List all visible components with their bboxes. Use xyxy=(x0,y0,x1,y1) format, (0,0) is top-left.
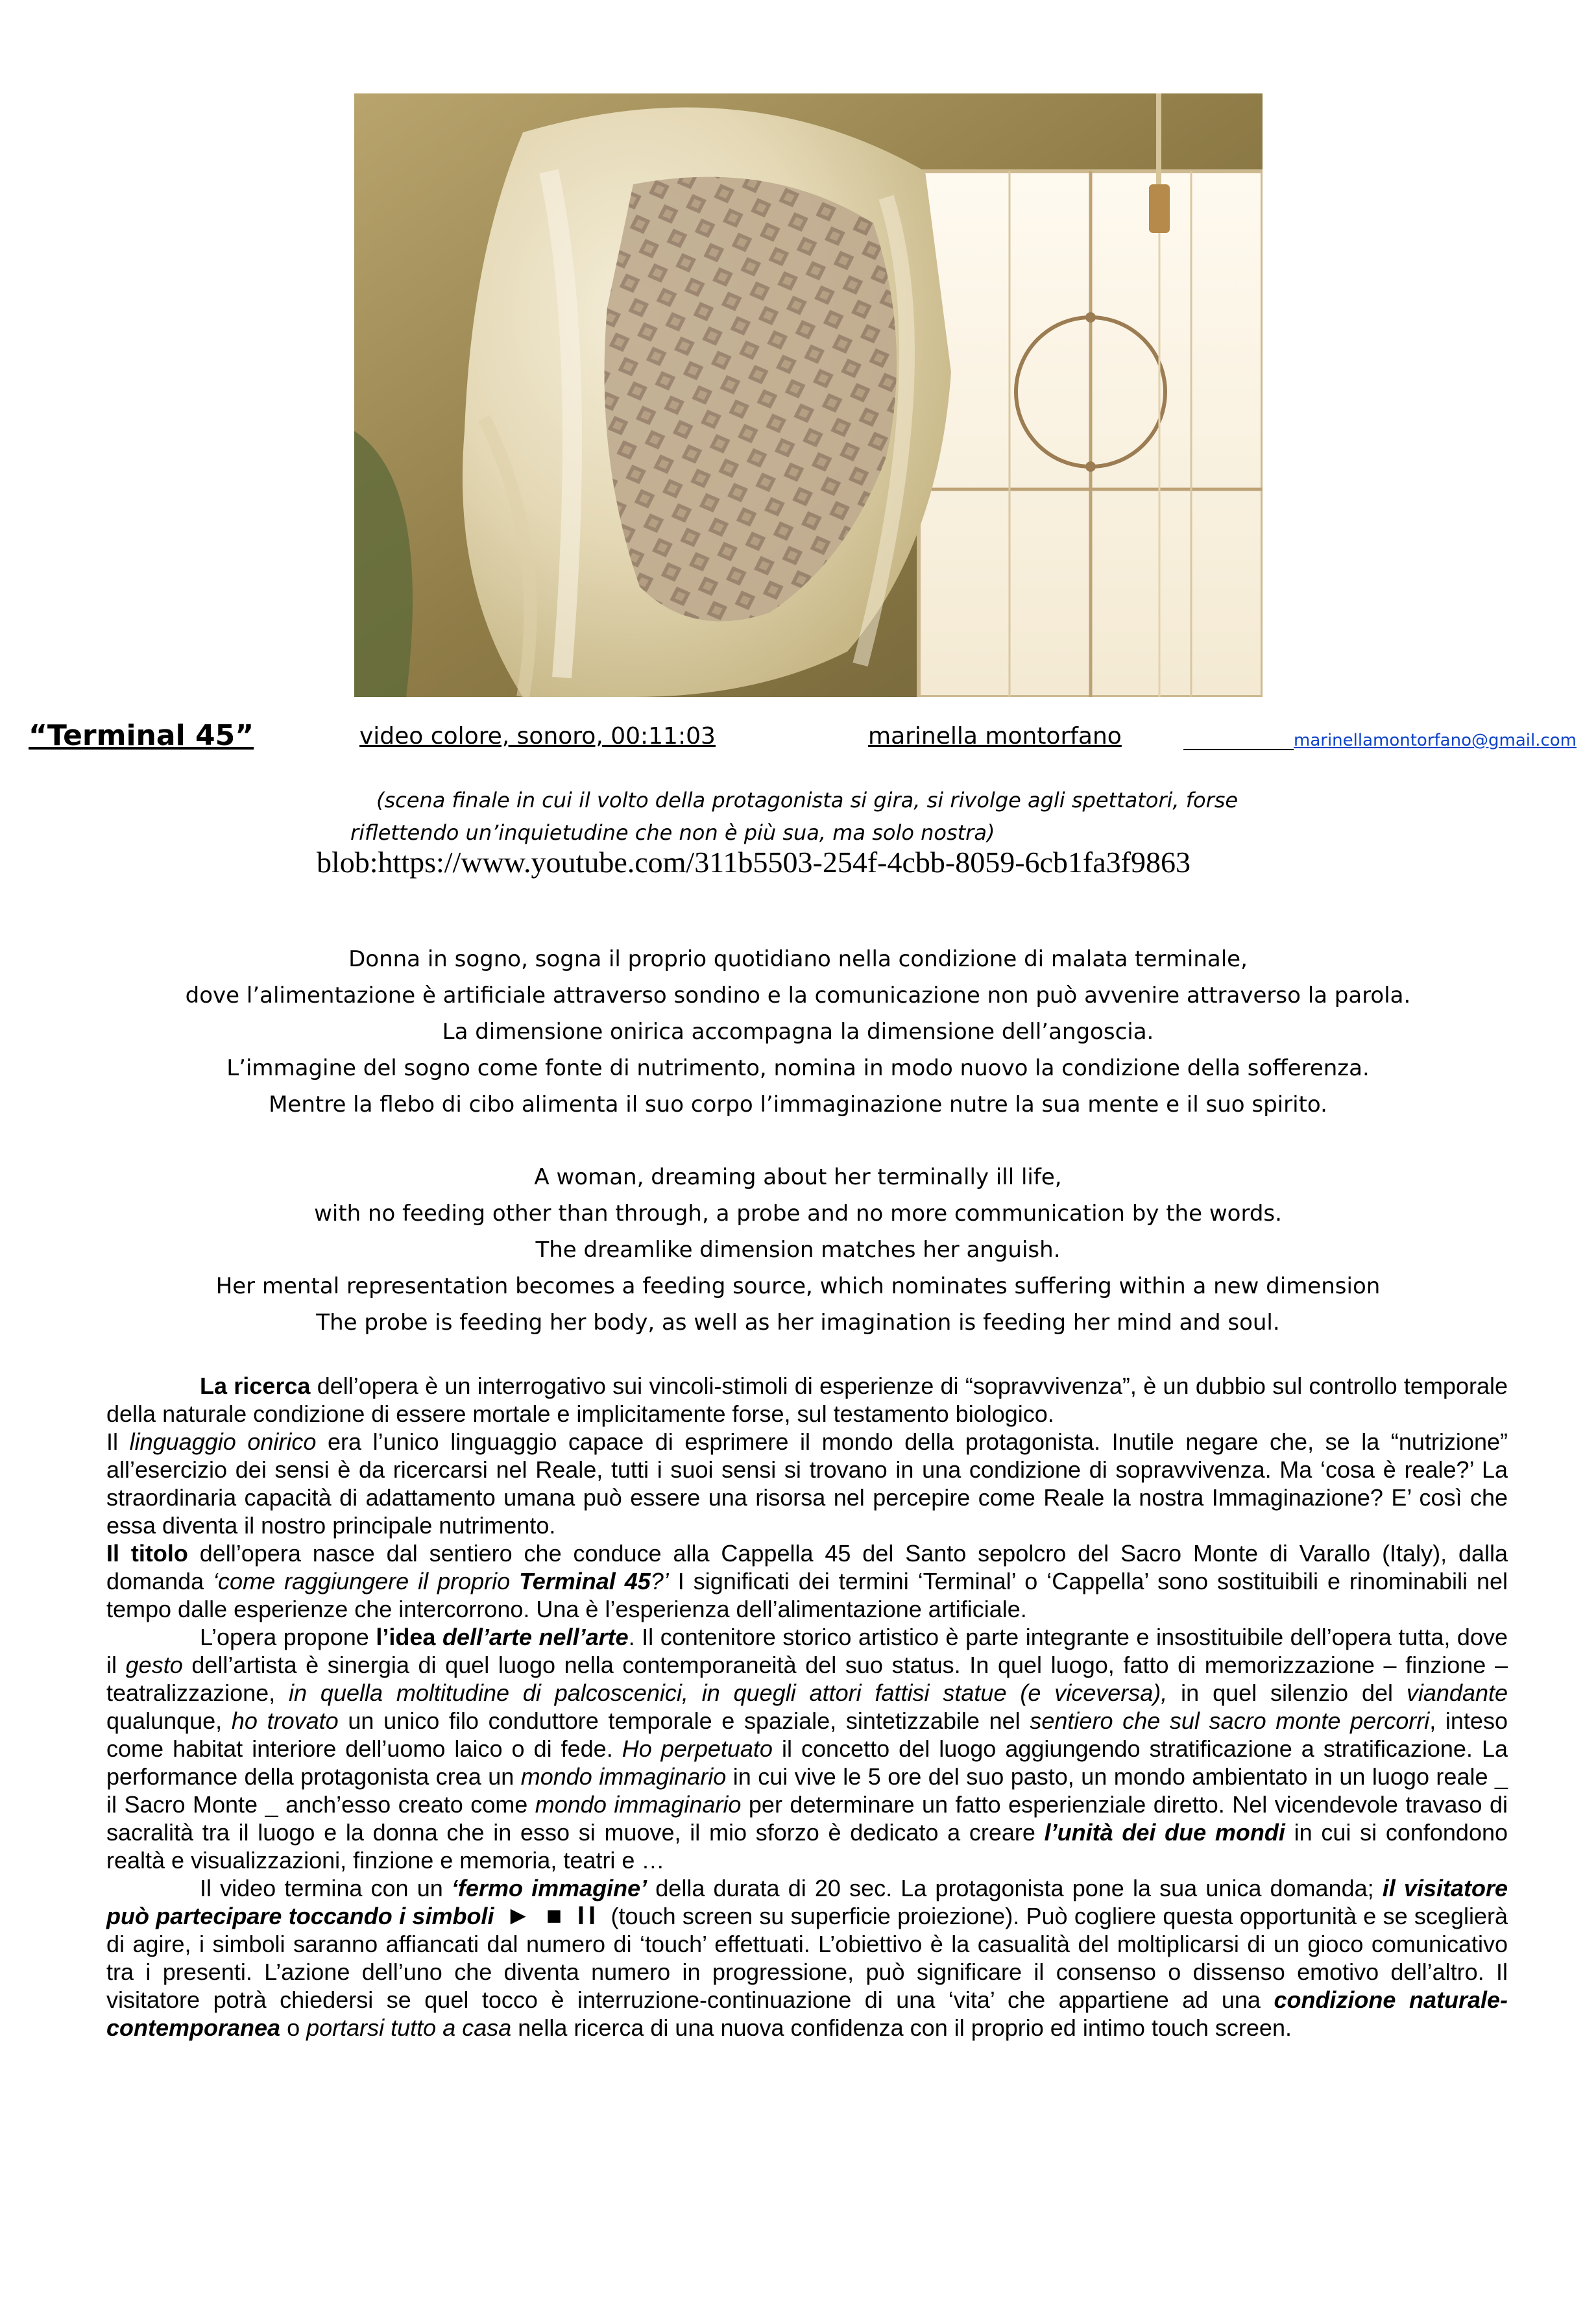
paragraph-art-in-art: L’opera propone l’idea dell’arte nell’arte. Il contenitore storico artistico è parte integrante e insostituibile dell’opera tutta, dove il gesto dell’artista è sinergia di quel luogo nella contemporaneità del suo status. In quel luogo, fatto di memorizzazione – finzione – teatralizzazione, in quella moltitudine di palcoscenici, in quegli attori fattisi statue (e viceversa), in quel silenzio del viandante qualunque, ho trovato un unico filo conduttore temporale e spaziale, sintetizzabile nel sentiero che sul sacro monte percorri, inteso come habitat interiore dell’uomo laico o di fede. Ho perpetuato il concetto del luogo aggiungendo stratificazione a stratificazione. La performance della protagonista crea un mondo immaginario in cui vive le 5 ore del suo pasto, un mondo ambientato in un luogo reale _ il Sacro Monte _ anch’esso creato come mondo immaginario per determinare un fatto esperienziale diretto. Nel vicendevole travaso di sacralità tra il luogo e la donna che in esso si muove, il mio sforzo è dedicato a creare l’unità dei due mondi in cui si confondono realtà e visualizzazioni, finzione e memoria, teatri e … xyxy=(106,1624,1508,1874)
photo-caption xyxy=(350,784,1324,849)
video-url[interactable]: blob:https://www.youtube.com/311b5503-254f-4cbb-8059-6cb1fa3f9863 xyxy=(317,846,1191,879)
paragraph-dream-language: Il linguaggio onirico era l’unico linguaggio capace di esprimere il mondo della protagonista. Inutile negare che, se la “nutrizione” all’esercizio dei sensi è da ricercarsi nel Reale, tutti i suoi sensi si trovano in una condizione di sopravvivenza. Ma ‘cosa è reale?’ La straordinaria capacità di adattamento umana può essere una risorsa nel percepire come Reale la nostra Immaginazione? E’ così che essa diventa il nostro principale nutrimento. xyxy=(106,1428,1508,1539)
caption-line-2: riflettendo un’inquietudine che non è più sua, ma solo nostra) xyxy=(350,820,995,845)
italian-line: L’immagine del sogno come fonte di nutrimento, nomina in modo nuovo la condizione della sofferenza. xyxy=(226,1055,1370,1081)
italian-line: La dimensione onirica accompagna la dimensione dell’angoscia. xyxy=(442,1019,1154,1045)
play-stop-pause-symbols: ► ■ II xyxy=(494,1901,611,1930)
english-line: The probe is feeding her body, as well as her imagination is feeding her mind and soul. xyxy=(316,1310,1280,1336)
paragraph-title: Il titolo dell’opera nasce dal sentiero che conduce alla Cappella 45 del Santo sepolcro del Sacro Monte di Varallo (Italy), dalla domanda ‘come raggiungere il proprio Terminal 45?’ I significati dei termini ‘Terminal’ o ‘Cappella’ sono sostituibili e rinominabili nel tempo dalle esperienze che intercorrono. Una è l’esperienza dell’alimentazione artificiale. xyxy=(106,1540,1508,1622)
english-line: with no feeding other than through, a probe and no more communication by the words. xyxy=(314,1201,1282,1227)
english-line: A woman, dreaming about her terminally ill life, xyxy=(534,1164,1062,1190)
underline-fill xyxy=(1183,749,1294,750)
italian-line: Mentre la flebo di cibo alimenta il suo corpo l’immaginazione nutre la sua mente e il suo spirito. xyxy=(269,1092,1327,1118)
english-line: Her mental representation becomes a feeding source, which nominates suffering within a new dimension xyxy=(215,1273,1381,1299)
scene-photo xyxy=(354,93,1263,697)
email-link[interactable]: marinellamontorfano@gmail.com xyxy=(1294,731,1577,750)
paragraph-freeze-frame: Il video termina con un ‘fermo immagine’ della durata di 20 sec. La protagonista pone la sua unica domanda; il visitatore può partecipare toccando i simboli ► ■ II (touch screen su superficie proiezione). Può cogliere questa opportunità e se sceglierà di agire, i simboli saranno affiancati dal numero di ‘touch’ effettuati. L’obiettivo è la casualità del moltiplicarsi di un gioco comunicativo tra i presenti. L’azione dell’uno che diventa numero in progressione, può significare il consenso o dissenso emotivo dell’altro. Il visitatore potrà chiedersi se quel tocco è interruzione-continuazione di una ‘vita’ che appartiene ad una condizione naturale-contemporanea o portarsi tutto a casa nella ricerca di una nuova confidenza con il proprio ed intimo touch screen. xyxy=(106,1875,1508,2041)
body-text xyxy=(106,1372,1508,2042)
author-name: marinella montorfano xyxy=(868,723,1122,750)
work-title: “Terminal 45” xyxy=(29,719,254,752)
caption-line-1: (scena finale in cui il volto della protagonista si gira, si rivolge agli spettatori, forse xyxy=(376,788,1239,812)
video-meta: video colore, sonoro, 00:11:03 xyxy=(359,723,716,750)
italian-line: Donna in sogno, sogna il proprio quotidiano nella condizione di malata terminale, xyxy=(348,946,1248,972)
italian-line: dove l’alimentazione è artificiale attraverso sondino e la comunicazione non può avvenire attraverso la parola. xyxy=(185,983,1411,1008)
paragraph-research: La ricerca dell’opera è un interrogativo sui vincoli-stimoli di esperienze di “sopravvivenza”, è un dubbio sul controllo temporale della naturale condizione di essere mortale e implicitamente forse, sul testamento biologico. xyxy=(106,1373,1508,1427)
header-line xyxy=(29,719,1577,758)
english-synopsis xyxy=(26,1159,1570,1341)
italian-synopsis xyxy=(26,941,1570,1123)
english-line: The dreamlike dimension matches her anguish. xyxy=(535,1237,1061,1263)
